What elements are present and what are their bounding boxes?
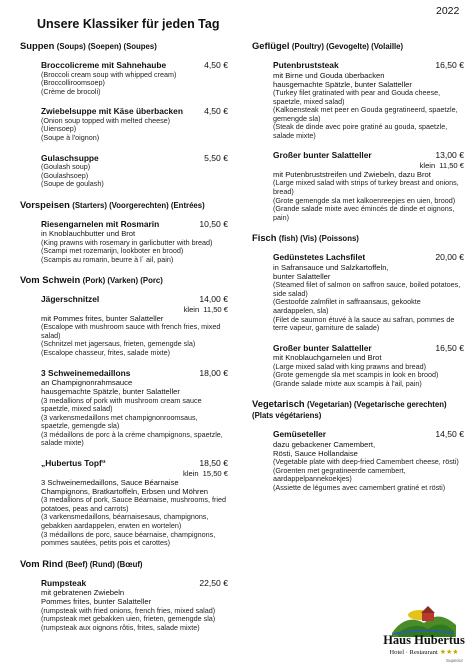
section-translations: (fish) (Vis) (Poissons) xyxy=(278,234,359,244)
menu-item xyxy=(41,578,228,633)
dish-translations xyxy=(273,179,464,222)
translation-line: (Large mixed salad with strips of turkey breast and onions, bread) xyxy=(273,178,459,196)
dish-price: 16,50 € xyxy=(435,60,464,70)
logo xyxy=(383,603,465,665)
translation-line: (Grote gemengde sla met kalkoenreepjes en uien, brood) xyxy=(273,195,456,205)
section-translations: (Poultry) (Gevogelte) (Volaille) xyxy=(291,42,404,51)
translation-line: (Gestoofde zalmfilet in saffraansaus, gekookte aardappelen, sla) xyxy=(273,297,421,316)
section-heading xyxy=(20,274,228,286)
translation-line: (Broccolliroomsoep) xyxy=(41,78,105,88)
dish-description: Pommes frites, bunter Salatteller xyxy=(41,597,152,607)
dish-translations xyxy=(273,281,464,333)
dish-translations xyxy=(41,71,228,97)
menu-item-header xyxy=(273,60,464,71)
translation-line: (Grande salade mixte aux scampis à l'ail, pain) xyxy=(273,378,422,388)
dish-name: Putenbruststeak xyxy=(273,60,339,70)
dish-description: mit Birne und Gouda überbacken xyxy=(273,70,385,80)
menu-item-header xyxy=(41,294,228,305)
menu-year: 2022 xyxy=(436,5,460,17)
dish-name: Großer bunter Salatteller xyxy=(273,150,372,161)
section-translations: (Vegetarian) (Vegetarische gerechten) (Plats végétariens) xyxy=(252,400,447,421)
dish-name: Zwiebelsuppe mit Käse überbacken xyxy=(41,106,183,117)
dish-name: Jägerschnitzel xyxy=(41,294,100,305)
dish-translations xyxy=(41,239,228,265)
dish-name: Gedünstetes Lachsfilet xyxy=(273,252,366,263)
dish-name: Rumpsteak xyxy=(41,577,87,588)
translation-line: (3 médaillons de porc, sauce béarnaise, champignons, pommes sautées, petits pois et carottes) xyxy=(41,529,216,548)
translation-line: (Large mixed salad with king prawns and bread) xyxy=(273,361,427,371)
dish-translations xyxy=(41,323,228,357)
translation-line: (Scampi met rozemarijn, lookboter en brood) xyxy=(41,246,184,256)
dish-price: 14,00 € xyxy=(199,294,228,305)
translation-line: (Kalkoensteak met peer en Gouda gegratineerd, spaetzle, gemengde sla) xyxy=(273,105,458,123)
menu-section xyxy=(20,199,228,264)
dish-description: bunter Salatteller xyxy=(273,272,331,282)
menu-title: Unsere Klassiker für jeden Tag xyxy=(37,17,220,31)
translation-line: (Soupe de goulash) xyxy=(41,179,104,189)
translation-line: (Steamed filet of salmon on saffron sauce, boiled potatoes, side salad) xyxy=(273,280,461,298)
menu-item-header xyxy=(41,458,228,469)
dish-translations xyxy=(273,89,464,141)
translation-line: (Groenten met gegratineerde camembert, aardappelpannekoekjes) xyxy=(273,465,406,484)
translation-line: (3 medallions of pork, Sauce Béarnaise, mushrooms, fried potatoes, peas and carrots) xyxy=(41,495,226,513)
menu-item-header xyxy=(273,429,464,440)
translation-line: (rumpsteak met gebakken uien, frieten, gemengde sla) xyxy=(41,614,216,624)
section-name: Vom Rind xyxy=(20,557,64,569)
dish-name: Großer bunter Salatteller xyxy=(273,342,372,353)
dish-description: mit Knoblauchgarnelen und Brot xyxy=(273,353,382,363)
menu-item xyxy=(41,294,228,357)
small-portion-label: klein xyxy=(419,160,436,170)
translation-line: (rumpsteak with fried onions, french fries, mixed salad) xyxy=(41,605,216,615)
translation-line: (Escalope chasseur, frites, salade mixte) xyxy=(41,348,171,358)
menu-section xyxy=(252,398,464,492)
menu-item-header xyxy=(41,368,228,379)
menu-item xyxy=(273,60,464,140)
menu-item xyxy=(41,106,228,142)
logo-subtitle: Hotel · Restaurant ★★★ xyxy=(389,648,459,656)
dish-price: 14,50 € xyxy=(435,429,464,440)
star-rating-icon: ★★★ xyxy=(439,648,459,656)
dish-description: mit Putenbruststreifen und Zwiebeln, dazu Brot xyxy=(273,170,431,180)
dish-name: Gemüseteller xyxy=(273,429,327,440)
translation-line: (Vegetable plate with deep-fried Camembert cheese, rösti) xyxy=(273,457,459,467)
dish-price: 4,50 € xyxy=(204,60,228,70)
small-portion-label: klein xyxy=(183,468,199,478)
menu-item xyxy=(273,150,464,222)
translation-line: (Broccoli cream soup with whipped cream) xyxy=(41,69,177,79)
dish-translations xyxy=(41,163,228,189)
section-name: Vegetarisch xyxy=(252,398,305,410)
small-portion xyxy=(41,469,228,478)
dish-translations xyxy=(41,607,228,633)
dish-translations xyxy=(41,397,228,449)
small-portion-label: klein xyxy=(183,304,200,314)
menu-item xyxy=(41,153,228,189)
dish-price: 10,50 € xyxy=(199,218,228,229)
dish-description: mit gebratenen Zwiebeln xyxy=(41,588,125,598)
menu-section xyxy=(252,40,464,222)
logo-name: Haus Hubertus xyxy=(383,633,465,647)
translation-line: (Steak de dinde avec poire gratiné au gouda, spaetzle, salade mixte) xyxy=(273,122,448,140)
menu-section xyxy=(20,274,228,547)
section-heading xyxy=(252,232,464,244)
section-heading xyxy=(252,40,464,52)
dish-translations xyxy=(41,117,228,143)
dish-translations xyxy=(41,496,228,548)
dish-translations xyxy=(273,363,464,389)
menu-item xyxy=(273,252,464,332)
dish-translations xyxy=(273,458,464,492)
translation-line: (Turkey filet gratinated with pear and Gouda cheese, spaetzle, mixed salad) xyxy=(273,87,441,106)
dish-name: Broccolicreme mit Sahnehaube xyxy=(41,60,167,70)
translation-line: (rumpsteak aux oignons rôtis, frites, salade mixte) xyxy=(41,622,200,632)
right-column xyxy=(252,40,464,503)
dish-name: 3 Schweinemedaillons xyxy=(41,367,131,378)
dish-price: 18,00 € xyxy=(199,367,228,378)
dish-price: 18,50 € xyxy=(199,458,228,469)
section-heading xyxy=(20,558,228,570)
translation-line: (Onion soup topped with melted cheese) xyxy=(41,115,171,125)
translation-line: (Filet de saumon étuvé à la sauce au safran, pommes de terre vapeur, garniture de salade) xyxy=(273,314,455,333)
section-translations: (Pork) (Varken) (Porc) xyxy=(82,276,163,286)
translation-line: (Soupe à l'oignon) xyxy=(41,132,100,142)
logo-landscape-icon xyxy=(388,603,460,637)
section-name: Vorspeisen xyxy=(20,198,70,210)
dish-price: 20,00 € xyxy=(435,252,464,263)
translation-line: (Scampis au romarin, beurre à l´ ail, pain) xyxy=(41,254,174,264)
menu-item-header xyxy=(273,252,464,263)
dish-description: hausgemachte Spätzle, bunter Salatteller xyxy=(41,387,180,397)
menu-item xyxy=(41,368,228,448)
dish-description: dazu gebackener Camembert, xyxy=(273,439,376,449)
dish-description: Rösti, Sauce Hollandaise xyxy=(273,449,358,458)
section-heading xyxy=(252,398,464,421)
section-translations: (Starters) (Voorgerechten) (Entrées) xyxy=(72,200,205,210)
section-heading xyxy=(20,199,228,211)
translation-line: (Goulashsoep) xyxy=(41,170,89,180)
menu-item xyxy=(41,458,228,548)
small-portion-price: 11,50 € xyxy=(203,304,228,314)
menu-item xyxy=(41,60,228,96)
small-portion-price: 11,50 € xyxy=(439,160,464,170)
dish-description: Champignons, Bratkartoffeln, Erbsen und Möhren xyxy=(41,486,209,496)
section-name: Fisch xyxy=(252,232,277,244)
dish-description: an Champignonrahmsauce xyxy=(41,378,133,388)
translation-line: (Assiette de légumes avec camembert gratiné et rösti) xyxy=(273,482,446,492)
dish-description: in Knoblauchbutter und Brot xyxy=(41,229,136,239)
translation-line: (Schnitzel met jagersaus, frieten, gemengde sla) xyxy=(41,339,196,349)
translation-line: (Grande salade mixte avec émincés de dinde et oignons, pain) xyxy=(273,204,455,222)
dish-description: hausgemachte Spätzle, bunter Salatteller xyxy=(273,79,412,89)
menu-item-header xyxy=(41,60,228,71)
translation-line: (3 médaillons de porc à la crème champignons, spaetzle, salade mixte) xyxy=(41,429,223,448)
translation-line: (King prawns with rosemary in garlicbutter with bread) xyxy=(41,237,213,247)
menu-item-header xyxy=(41,578,228,589)
translation-line: (3 medallions of pork with mushroom cream sauce spaetzle, mixed salad) xyxy=(41,395,202,414)
small-portion-price: 15,50 € xyxy=(202,468,228,478)
translation-line: (Grote gemengde sla met scampis in look en brood) xyxy=(273,370,439,380)
menu-item xyxy=(273,343,464,388)
menu-item xyxy=(273,429,464,492)
menu-section xyxy=(20,40,228,189)
dish-price: 22,50 € xyxy=(199,577,228,588)
dish-price: 5,50 € xyxy=(204,152,228,163)
translation-line: (3 varkensmedaillons, béarnaisesaus, champignons, gebakken aardappelen, erwten en wortelen) xyxy=(41,512,209,530)
dish-name: Riesengarnelen mit Rosmarin xyxy=(41,218,160,229)
dish-price: 4,50 € xyxy=(204,106,228,117)
logo-tag: Superior xyxy=(445,658,463,663)
menu-item-header xyxy=(41,219,228,230)
small-portion xyxy=(273,161,464,170)
section-name: Suppen xyxy=(20,40,55,51)
menu-section xyxy=(20,558,228,633)
left-column xyxy=(20,40,228,642)
translation-line: (Crème de brocoli) xyxy=(41,86,101,96)
menu-item-header xyxy=(273,150,464,161)
section-name: Vom Schwein xyxy=(20,274,81,286)
small-portion xyxy=(41,305,228,314)
section-translations: (Soups) (Soepen) (Soupes) xyxy=(56,42,157,51)
translation-line: (3 varkensmedaillons met champignonroomsaus, spaetzle, gemengde sla) xyxy=(41,412,198,431)
menu-item xyxy=(41,219,228,264)
dish-price: 13,00 € xyxy=(435,150,464,161)
translation-line: (Escalope with mushroom sauce with french fries, mixed salad) xyxy=(41,322,221,340)
translation-line: (Uiensoep) xyxy=(41,124,77,134)
translation-line: (Goulash soup) xyxy=(41,162,91,172)
dish-price: 16,50 € xyxy=(435,342,464,353)
menu-item-header xyxy=(273,343,464,354)
dish-description: in Safransauce und Salzkartoffeln, xyxy=(273,262,389,272)
menu-section xyxy=(252,232,464,388)
dish-name: „Hubertus Topf“ xyxy=(41,458,106,469)
dish-description: 3 Schweinemedaillons, Sauce Béarnaise xyxy=(41,477,179,487)
dish-name: Gulaschsuppe xyxy=(41,152,99,163)
dish-description: mit Pommes frites, bunter Salatteller xyxy=(41,314,164,324)
section-translations: (Beef) (Rund) (Bœuf) xyxy=(65,559,143,569)
section-name: Geflügel xyxy=(252,40,290,51)
section-heading xyxy=(20,40,228,52)
